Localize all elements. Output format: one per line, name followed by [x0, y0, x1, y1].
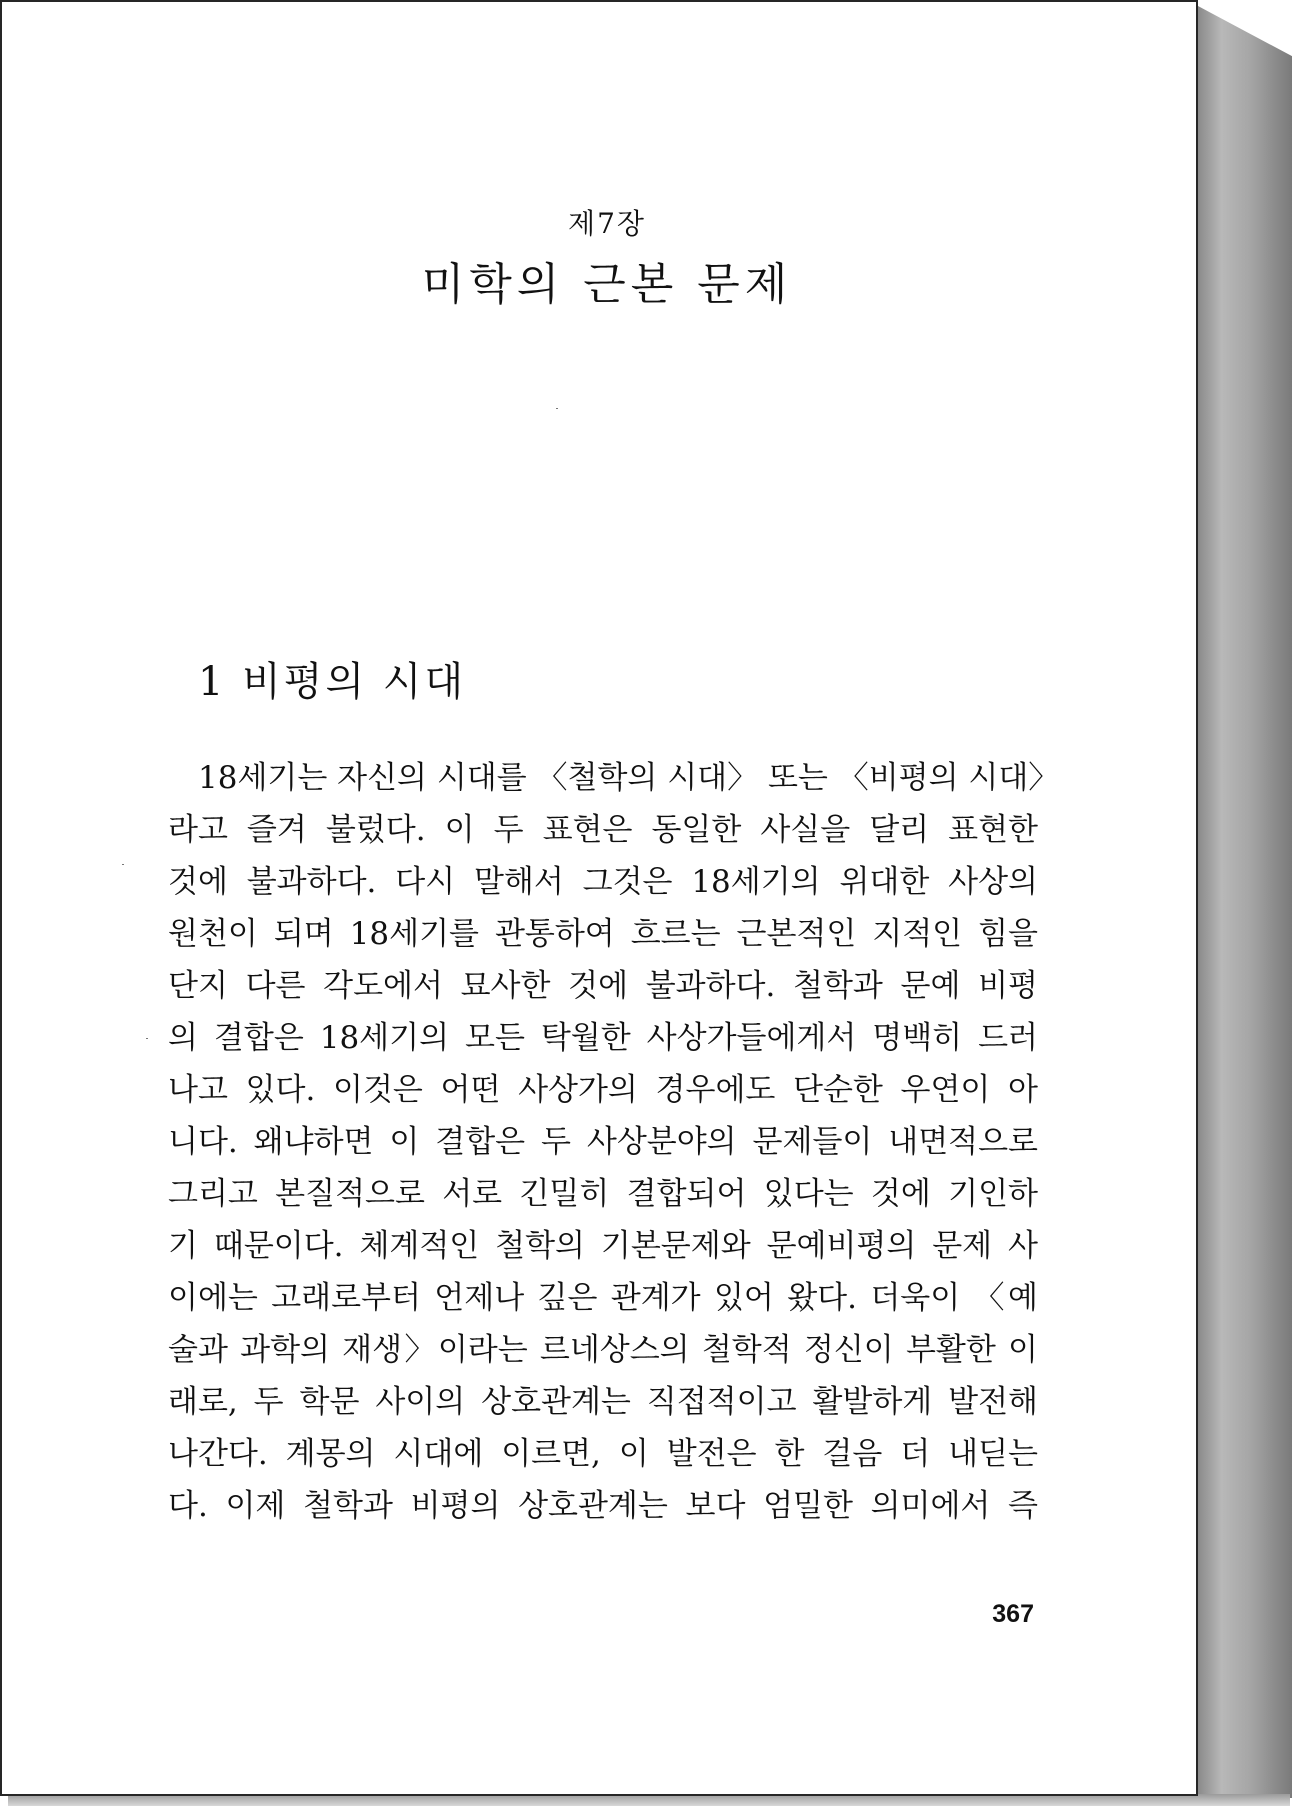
scan-speck	[122, 864, 124, 865]
page-stack-edge	[1198, 6, 1292, 1798]
body-line: 니다. 왜냐하면 이 결합은 두 사상분야의 문제들이 내면적으로	[168, 1124, 1038, 1160]
scan-speck	[556, 408, 558, 409]
body-line: 단지 다른 각도에서 묘사한 것에 불과하다. 철학과 문예 비평	[168, 968, 1038, 1004]
scan-speck	[146, 1038, 148, 1039]
body-line: 래로, 두 학문 사이의 상호관계는 직접적이고 활발하게 발전해	[168, 1384, 1038, 1420]
body-line: 라고 즐겨 불렀다. 이 두 표현은 동일한 사실을 달리 표현한	[168, 812, 1038, 848]
body-line: 나간다. 계몽의 시대에 이르면, 이 발전은 한 걸음 더 내딛는	[168, 1436, 1038, 1472]
body-line: 원천이 되며 18세기를 관통하여 흐르는 근본적인 지적인 힘을	[168, 916, 1038, 952]
body-line: 것에 불과하다. 다시 말해서 그것은 18세기의 위대한 사상의	[168, 864, 1038, 900]
page-number: 367	[992, 1600, 1034, 1628]
body-line: 기 때문이다. 체계적인 철학의 기본문제와 문예비평의 문제 사	[168, 1228, 1038, 1264]
body-text	[168, 752, 1060, 1532]
body-line: 술과 과학의 재생〉이라는 르네상스의 철학적 정신이 부활한 이	[168, 1332, 1038, 1368]
chapter-number: 제7장	[568, 207, 646, 240]
body-line: 이에는 고래로부터 언제나 깊은 관계가 있어 왔다. 더욱이 〈예	[168, 1280, 1038, 1316]
chapter-title: 미학의 근본 문제	[421, 259, 793, 310]
body-line: 나고 있다. 이것은 어떤 사상가의 경우에도 단순한 우연이 아	[168, 1072, 1038, 1108]
body-line: 의 결합은 18세기의 모든 탁월한 사상가들에게서 명백히 드러	[168, 1020, 1038, 1056]
body-line: 그리고 본질적으로 서로 긴밀히 결합되어 있다는 것에 기인하	[168, 1176, 1038, 1212]
section-heading: 1 비평의 시대	[198, 659, 467, 705]
body-line: 18세기는 자신의 시대를 〈철학의 시대〉 또는 〈비평의 시대〉	[198, 760, 1060, 796]
body-line: 다. 이제 철학과 비평의 상호관계는 보다 엄밀한 의미에서 즉	[168, 1488, 1038, 1524]
